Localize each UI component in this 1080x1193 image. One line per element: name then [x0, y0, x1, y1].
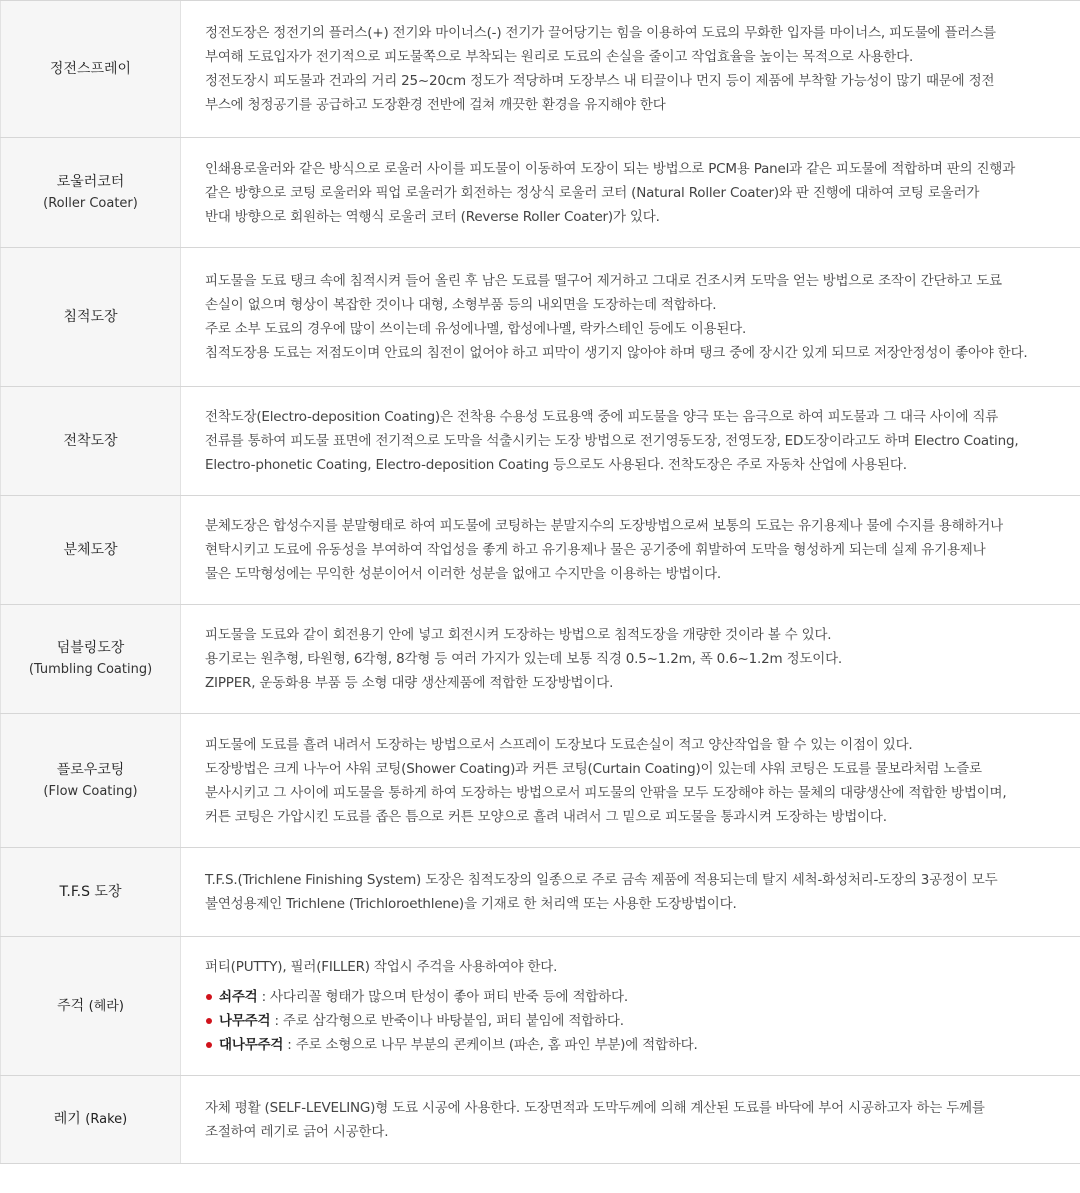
method-name: T.F.S 도장: [59, 884, 122, 900]
table-row: [0, 714, 1080, 848]
description-line: 손실이 없으며 형상이 복잡한 것이나 대형, 소형부품 등의 내외면을 도장하는데 적합하다.: [205, 297, 717, 313]
row-label-cell: [0, 248, 181, 386]
row-description-cell: [181, 138, 1080, 247]
description-line: 부스에 청정공기를 공급하고 도장환경 전반에 걸쳐 깨끗한 환경을 유지해야 한다: [205, 97, 666, 113]
list-item: [205, 1033, 1080, 1057]
list-item: [205, 1009, 1080, 1033]
row-label-cell: [0, 496, 181, 604]
table-row: [0, 937, 1080, 1076]
row-description-cell: [181, 1076, 1080, 1163]
table-row: [0, 496, 1080, 605]
row-label-cell: [0, 1, 181, 137]
method-name: 분체도장: [63, 542, 118, 558]
description-line: 도장방법은 크게 나누어 샤워 코팅(Shower Coating)과 커튼 코팅(Curtain Coating)이 있는데 샤워 코팅은 도료를 물보라처럼 노즐로: [205, 760, 982, 777]
row-label-cell: [0, 714, 181, 847]
table-row: [0, 605, 1080, 714]
row-description-cell: [181, 714, 1080, 847]
bullet-term: 나무주걱: [219, 1013, 271, 1029]
row-description-cell: [181, 937, 1080, 1075]
method-alias: (헤라): [88, 998, 124, 1014]
description-line: ZIPPER, 운동화용 부품 등 소형 대량 생산제품에 적합한 도장방법이다.: [205, 675, 614, 691]
description-line: 같은 방향으로 코팅 로울러와 픽업 로울러가 회전하는 정상식 로울러 코터 (Natural Roller Coater)와 판 진행에 대하여 코팅 로울러가: [205, 184, 980, 201]
description-line: 커튼 코팅은 가압시킨 도료를 좁은 틈으로 커튼 모양으로 흘려 내려서 그 밑으로 피도물을 통과시켜 도장하는 방법이다.: [205, 808, 887, 825]
row-label-cell: [0, 138, 181, 247]
row-description-cell: [181, 605, 1080, 713]
description-line: 용기로는 원추형, 타원형, 6각형, 8각형 등 여러 가지가 있는데 보통 직경 0.5~1.2m, 폭 0.6~1.2m 정도이다.: [205, 651, 843, 667]
description-line: 정전도장은 정전기의 플러스(+) 전기와 마이너스(-) 전기가 끌어당기는 힘을 이용하여 도료의 무화한 입자를 마이너스, 피도물에 플러스를: [205, 25, 996, 41]
method-alias: (Rake): [85, 1112, 128, 1127]
description-line: 부여해 도료입자가 전기적으로 피도물쪽으로 부착되는 원리로 도료의 손실을 줄이고 작업효율을 높이는 목적으로 사용한다.: [205, 49, 914, 65]
description-line: 퍼티(PUTTY), 필러(FILLER) 작업시 주걱을 사용하여야 한다.: [205, 959, 558, 975]
tool-bullet-list: [205, 985, 1080, 1057]
method-english-name: (Tumbling Coating): [28, 662, 153, 677]
description-line: 분사시키고 그 사이에 피도물을 통하게 하여 도장하는 방법으로서 피도물의 안팎을 모두 도장해야 하는 물체의 대량생산에 적합한 방법이며,: [205, 784, 1007, 801]
description-line: 반대 방향으로 회원하는 역행식 로울러 코터 (Reverse Roller Coater)가 있다.: [205, 208, 660, 225]
bullet-text: : 주로 소형으로 나무 부분의 콘케이브 (파손, 홈 파인 부분)에 적합하다.: [283, 1037, 698, 1053]
method-name-text: 레기: [53, 1111, 81, 1127]
method-english-name: (Roller Coater): [43, 195, 138, 211]
description-line: 전착도장(Electro-deposition Coating)은 전착용 수용성 도료용액 중에 피도물을 양극 또는 음극으로 하여 피도물과 그 대극 사이에 직류: [205, 409, 999, 425]
description-line: 불연성용제인 Trichlene (Trichloroethlene)을 기재로 한 처리액 또는 사용한 도장방법이다.: [205, 896, 737, 912]
description-line: Electro-phonetic Coating, Electro-deposition Coating 등으로도 사용된다. 전착도장은 주로 자동차 산업에 사용된다.: [205, 457, 907, 473]
bullet-text: : 사다리꼴 형태가 많으며 탄성이 좋아 퍼티 반죽 등에 적합하다.: [257, 989, 628, 1005]
description-line: 현탁시키고 도료에 유동성을 부여하여 작업성을 좋게 하고 유기용제나 물은 공기중에 휘발하여 도막을 형성하게 되는데 실제 유기용제나: [205, 542, 986, 558]
row-label-cell: [0, 848, 181, 936]
method-name: 로울러코터: [56, 173, 125, 190]
table-row: [0, 138, 1080, 248]
row-description-cell: [181, 496, 1080, 604]
row-label-cell: [0, 387, 181, 495]
description-line: 피도물을 도료 탱크 속에 침적시켜 들어 올린 후 남은 도료를 떨구어 제거하고 그대로 건조시켜 도막을 얻는 방법으로 조작이 간단하고 도료: [205, 273, 1002, 289]
description-line: 인쇄용로울러와 같은 방식으로 로울러 사이를 피도물이 이동하여 도장이 되는 방법으로 PCM용 Panel과 같은 피도물에 적합하며 판의 진행과: [205, 160, 1016, 177]
description-line: 물은 도막형성에는 무익한 성분이어서 이러한 성분을 없애고 수지만을 이용하는 방법이다.: [205, 566, 722, 582]
description-line: 침적도장용 도료는 저점도이며 안료의 침전이 없어야 하고 피막이 생기지 않아야 하며 탱크 중에 장시간 있게 되므로 저장안정성이 좋아야 한다.: [205, 345, 1028, 361]
bullet-text: : 주로 삼각형으로 반죽이나 바탕붙임, 퍼티 붙임에 적합하다.: [270, 1013, 624, 1029]
table-row: [0, 1076, 1080, 1164]
list-item: [205, 985, 1080, 1009]
table-row: [0, 1, 1080, 138]
description-line: 피도물을 도료와 같이 회전용기 안에 넣고 회전시켜 도장하는 방법으로 침적도장을 개량한 것이라 볼 수 있다.: [205, 627, 832, 643]
description-line: 자체 평활 (SELF-LEVELING)형 도료 시공에 사용한다. 도장면적과 도막두께에 의해 계산된 도료를 바닥에 부어 시공하고자 하는 두께를: [205, 1099, 985, 1116]
row-description-cell: [181, 248, 1080, 386]
method-name: 덤블링도장: [56, 640, 125, 656]
method-name: 침적도장: [63, 309, 118, 325]
table-row: [0, 248, 1080, 387]
description-line: 분체도장은 합성수지를 분말형태로 하여 피도물에 코팅하는 분말지수의 도장방법으로써 보통의 도료는 유기용제나 물에 수지를 용해하거나: [205, 518, 1003, 534]
method-name-text: 주걱: [57, 997, 85, 1014]
table-row: [0, 387, 1080, 496]
description-line: 피도물에 도료를 흘려 내려서 도장하는 방법으로서 스프레이 도장보다 도료손실이 적고 양산작업을 할 수 있는 이점이 있다.: [205, 736, 913, 753]
bullet-term: 쇠주걱: [219, 989, 258, 1005]
row-description-cell: [181, 848, 1080, 936]
description-line: T.F.S.(Trichlene Finishing System) 도장은 침적도장의 일종으로 주로 금속 제품에 적용되는데 탈지 세척-화성처리-도장의 3공정이 모두: [205, 872, 998, 888]
description-line: 주로 소부 도료의 경우에 많이 쓰이는데 유성에나멜, 합성에나멜, 락카스테인 등에도 이용된다.: [205, 321, 747, 337]
method-english-name: (Flow Coating): [43, 783, 138, 799]
bullet-term: 대나무주걱: [219, 1037, 284, 1053]
method-name: [54, 1108, 127, 1131]
description-line: 전류를 통하여 피도물 표면에 전기적으로 도막을 석출시키는 도장 방법으로 전기영동도장, 전영도장, ED도장이라고도 하며 Electro Coating,: [205, 433, 1019, 449]
description-line: 조절하여 레기로 긁어 시공한다.: [205, 1123, 389, 1140]
description-line: 정전도장시 피도물과 건과의 거리 25~20cm 정도가 적당하며 도장부스 내 티끌이나 먼지 등이 제품에 부착할 가능성이 많기 때문에 정전: [205, 73, 995, 89]
method-name: 플로우코팅: [56, 761, 125, 778]
row-label-cell: [0, 1076, 181, 1163]
row-label-cell: [0, 605, 181, 713]
row-description-cell: [181, 387, 1080, 495]
method-name: [57, 995, 124, 1018]
row-description-cell: [181, 1, 1080, 137]
table-row: [0, 848, 1080, 937]
row-label-cell: [0, 937, 181, 1075]
method-name: 전착도장: [63, 433, 118, 449]
method-name: 정전스프레이: [49, 61, 132, 77]
